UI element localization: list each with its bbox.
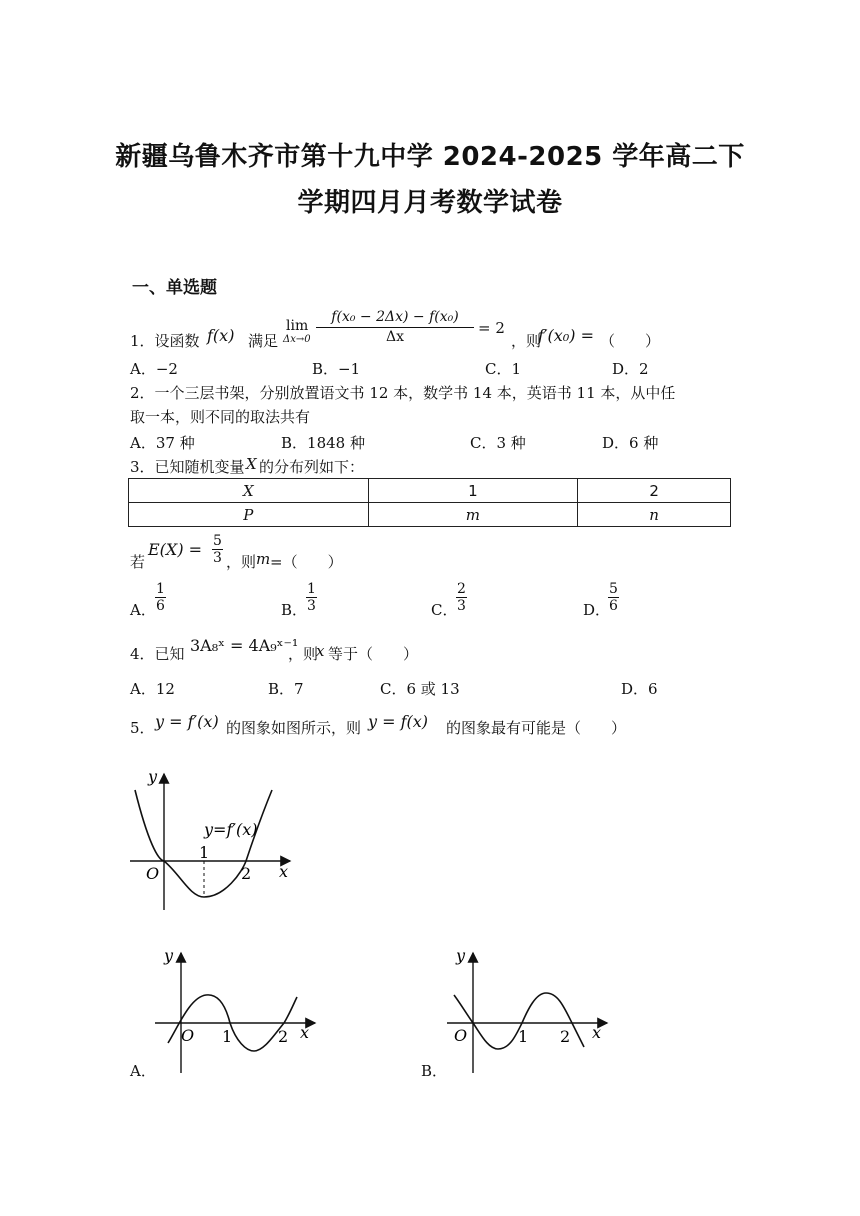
- question-1-option-a: A．−2: [130, 360, 178, 378]
- option-b-graph: [442, 945, 612, 1075]
- question-3-option-c-frac: [456, 581, 467, 614]
- question-2-option-a: A．37 种: [130, 434, 195, 452]
- question-3-option-a-label: A．: [130, 601, 156, 619]
- frac-num: 5: [213, 533, 222, 549]
- frac-den: 3: [457, 598, 466, 614]
- question-1-fx: f(x): [207, 326, 235, 345]
- question-3-option-d-frac: [608, 581, 619, 614]
- x-label: x: [592, 1023, 602, 1042]
- question-1-frac-den: Δx: [385, 329, 404, 345]
- x-label: x: [279, 862, 289, 881]
- question-3-option-a-frac: [155, 581, 166, 614]
- question-4-var: x: [316, 642, 325, 660]
- table-cell: 1: [368, 479, 578, 503]
- question-4-mid: ，则: [288, 645, 319, 663]
- question-1-mid: 满足: [248, 332, 279, 350]
- question-2-option-c: C．3 种: [470, 434, 526, 452]
- distribution-table: [128, 478, 731, 527]
- frac-den: 6: [156, 598, 165, 614]
- tick-2-label: 2: [241, 864, 252, 883]
- question-3-text: 3．已知随机变量: [130, 458, 245, 476]
- derivative-graph: [120, 762, 300, 917]
- question-3-option-c-label: C．: [431, 601, 458, 619]
- question-1-frac-num: f(x₀ − 2Δx) − f(x₀): [316, 308, 474, 328]
- table-cell: X: [129, 479, 369, 503]
- curve-label: y=f′(x): [204, 820, 258, 839]
- tick-1-label: 1: [222, 1027, 233, 1046]
- option-a-graph: [150, 945, 320, 1075]
- question-1-then: ，则: [511, 332, 542, 350]
- frac-den: 3: [213, 550, 222, 566]
- question-4-option-d: D．6: [621, 680, 658, 698]
- table-cell: P: [129, 503, 369, 527]
- origin-label: O: [454, 1026, 468, 1045]
- frac-num: 2: [457, 581, 466, 597]
- question-1-lim: lim: [286, 318, 309, 334]
- origin-label: O: [181, 1026, 195, 1045]
- question-5-expr2: y = f(x): [368, 712, 429, 731]
- question-3-option-b-frac: [306, 581, 317, 614]
- question-1-deriv: f′(x₀) =: [538, 326, 594, 345]
- question-4-prefix: 4．已知: [130, 645, 185, 663]
- question-2-line2: 取一本，则不同的取法共有: [130, 408, 311, 426]
- question-5-expr1: y = f′(x): [155, 712, 219, 731]
- tick-2-label: 2: [560, 1027, 571, 1046]
- question-2-option-b: B．1848 种: [281, 434, 365, 452]
- tick-2-label: 2: [278, 1027, 289, 1046]
- x-label: x: [300, 1023, 310, 1042]
- table-row: [129, 503, 731, 527]
- question-1-option-d: D．2: [612, 360, 649, 378]
- origin-label: O: [146, 864, 160, 883]
- y-label: y: [164, 946, 174, 965]
- question-5-mid: 的图象如图所示，则: [226, 719, 362, 737]
- section-heading: 一、单选题: [132, 278, 217, 298]
- question-3-cond-suffix: ，则: [226, 553, 257, 571]
- question-1-fraction: [316, 308, 474, 347]
- question-4-option-a: A．12: [130, 680, 175, 698]
- question-3-option-d-label: D．: [583, 601, 611, 619]
- question-1-lim-sub: Δx→0: [283, 334, 311, 345]
- question-4-option-b: B．7: [268, 680, 304, 698]
- table-cell: n: [578, 503, 731, 527]
- question-5-option-b: B．: [421, 1062, 448, 1080]
- table-row: [129, 479, 731, 503]
- question-5-suffix: 的图象最有可能是（ ）: [446, 719, 627, 737]
- table-cell: m: [368, 503, 578, 527]
- frac-den: 6: [609, 598, 618, 614]
- question-3-cond-end: =（ ）: [270, 553, 343, 571]
- page-title-line1: 新疆乌鲁木齐市第十九中学 2024-2025 学年高二下: [115, 142, 745, 172]
- question-3-cond-frac: [212, 533, 223, 566]
- question-3-text2: 的分布列如下：: [259, 458, 365, 476]
- question-1-paren: （ ）: [600, 332, 661, 350]
- question-1-option-b: B．−1: [312, 360, 361, 378]
- question-3-cond-var: m: [256, 550, 271, 568]
- question-2-option-d: D．6 种: [602, 434, 659, 452]
- tick-1-label: 1: [518, 1027, 529, 1046]
- question-3-cond-prefix: 若: [130, 553, 146, 571]
- frac-den: 3: [307, 598, 316, 614]
- frac-num: 5: [609, 581, 618, 597]
- question-3-cond-lhs: E(X) =: [148, 540, 203, 559]
- question-5-prefix: 5．: [130, 719, 155, 737]
- frac-num: 1: [156, 581, 165, 597]
- y-label: y: [148, 767, 158, 786]
- y-label: y: [456, 946, 466, 965]
- question-3-option-b-label: B．: [281, 601, 308, 619]
- question-1-prefix: 1．设函数: [130, 332, 200, 350]
- question-1-option-c: C．1: [485, 360, 522, 378]
- page-title-line2: 学期四月月考数学试卷: [297, 188, 563, 218]
- question-2-line1: 2．一个三层书架，分别放置语文书 12 本，数学书 14 本，英语书 11 本，从中任: [130, 384, 676, 402]
- question-1-eq: = 2: [478, 319, 505, 337]
- question-4-option-c: C．6 或 13: [380, 680, 460, 698]
- table-cell: 2: [578, 479, 731, 503]
- question-4-suffix: 等于（ ）: [328, 645, 419, 663]
- frac-num: 1: [307, 581, 316, 597]
- question-4-expr: 3A₈ˣ = 4A₉ˣ⁻¹: [190, 636, 299, 655]
- question-3-var: X: [246, 455, 257, 473]
- tick-1-label: 1: [199, 843, 210, 862]
- question-5-option-a: A．: [130, 1062, 156, 1080]
